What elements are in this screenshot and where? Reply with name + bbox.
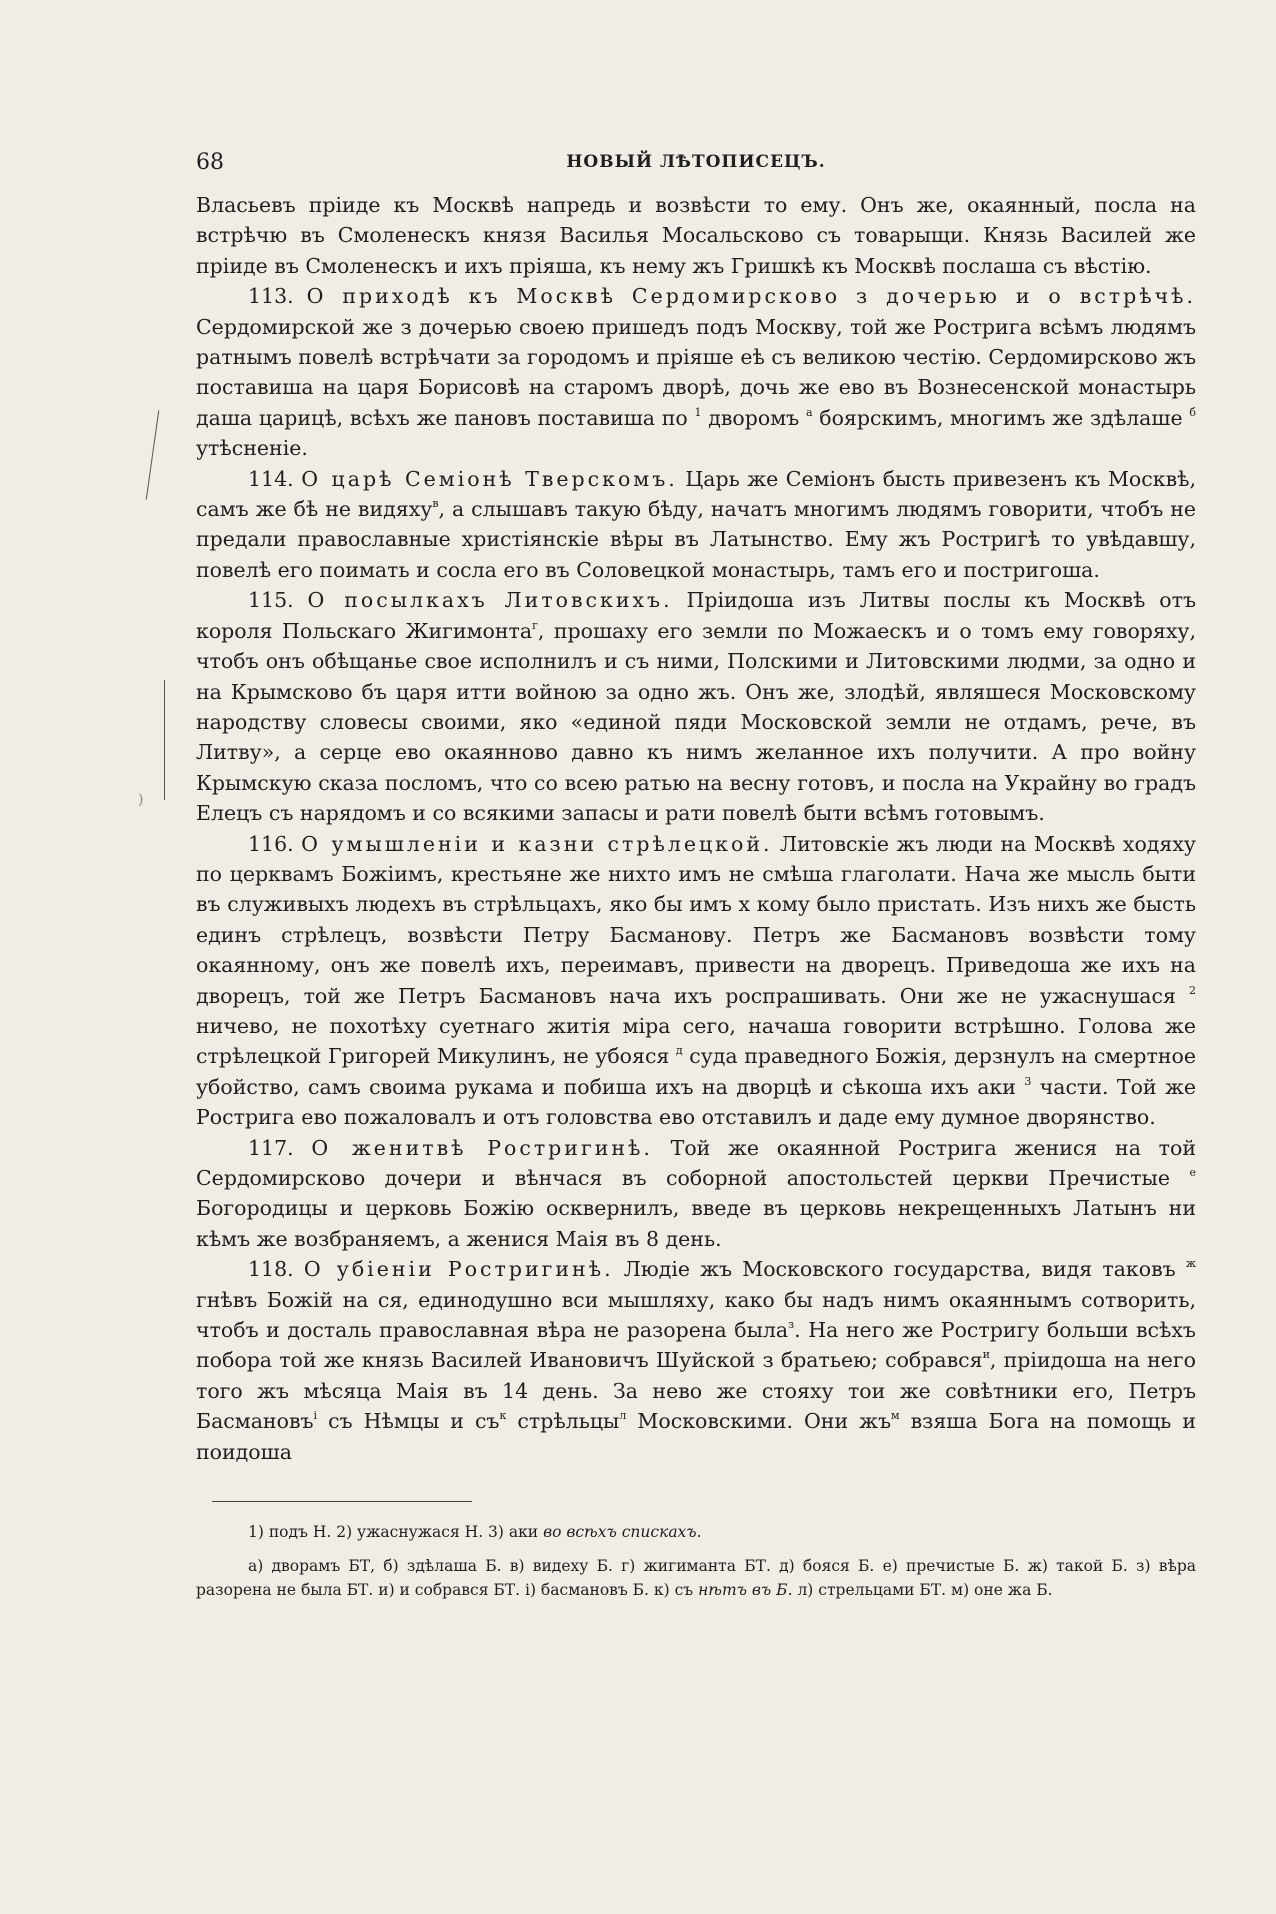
page-header [196,150,1196,190]
spacer [196,1544,1196,1554]
variant-ref: м [891,1409,900,1423]
variant-ref: ж [1185,1257,1196,1271]
variant-ref: б [1189,405,1196,419]
footnote-text: ж) такой Б. з) вѣра разорена не была БТ. и) и собрався БТ. і) басмановъ Б. к) съ [196,1557,1196,1600]
footnote-ref: 3 [1024,1074,1032,1088]
page-number: 68 [196,150,224,175]
section-number: 118. [248,1257,294,1282]
numbered-footnotes [196,1520,1196,1544]
text-run: , прошаху его земли по Можаескъ и о томъ ему говоряху, чтобъ онъ обѣщанье свое исполнилъ и съ ними, Полскими и Литовскими людми, за одно и на Крымсково бъ царя итти войною за одно жъ. Онъ же, злодѣй, являшеся Московскому народству словесы своими, яко «единой пяди Московской земли не отдамъ, рече, въ Литву», а серце ево окаянново давно къ нимъ желанное ихъ получити. А про войну Крымскую сказа посломъ, что со всею ратью на весну готовъ, и посла на Украйну во градъ Елецъ съ нарядомъ и со всякими запасы и рати повелѣ быти всѣмъ готовымъ. [196,618,1196,826]
footnote-text: 1) подъ Н. 2) ужаснужася Н. 3) аки [248,1523,539,1542]
margin-line-mark [146,410,160,499]
variant-ref: г [532,618,538,632]
text-run: ничево, не похотѣху суетнаго житія міра сего, начаша говорити встрѣшно. Голова же стрѣлецкой Григорей Микулинъ, не убояся [196,1013,1196,1069]
text-run: Людіе жъ Московского государства, видя таковъ [623,1257,1176,1282]
text-run: стрѣльцы [517,1409,620,1434]
text-run: , а слышавъ такую бѣду, начатъ многимъ людямъ говорити, чтобъ не предали православные христіянскіе вѣры въ Латынство. Ему жъ Ростригѣ то увѣдавшу, повелѣ его поимать и сосла его въ Соловецкой монастырь, тамъ его и постригоша. [196,497,1196,582]
paragraph-118 [196,1254,1196,1467]
footnote-italic: во всѣхъ спискахъ. [543,1523,702,1542]
document-page [196,150,1196,1602]
section-number: 116. [248,831,294,856]
footnote-ref: 2 [1189,983,1196,997]
variant-ref: і [313,1409,318,1423]
footnotes [196,1520,1196,1602]
variant-ref: а [805,405,813,419]
footnote-ref: 1 [694,405,702,419]
section-title: О умышленіи и казни стрѣлецкой. [301,831,773,856]
text-run: взяша Бога на помощь и поидоша [196,1409,1196,1464]
running-title: НОВЫЙ ЛѢТОПИСЕЦЪ. [566,152,826,172]
section-number: 115. [248,588,294,613]
text-run: , пріидоша на него того жъ мѣсяца Маія въ 14 день. За нево же стояху тои же совѣтники его, Петръ Басмановъ [196,1348,1196,1434]
text-run: Пріидоша изъ Литвы послы къ Москвѣ отъ короля Польскаго Жигимонта [196,588,1196,643]
section-title: О убіеніи Ростригинѣ. [303,1257,614,1282]
text-run: . На него же Ростригу больши всѣхъ побора той же князь Василей Ивановичъ Шуйской з братьею; собрався [196,1318,1196,1373]
footnote-text: а) дворамъ БТ, б) здѣлаша Б. в) видеху Б. г) жигиманта БТ. д) бояся Б. е) пречистые Б. [248,1557,1020,1576]
text-run: гнѣвъ Божій на ся, единодушно вси мышляху, како бы надъ нимъ окаяннымъ сотворить, чтобъ и досталь православная вѣра не разорена была [196,1287,1196,1343]
footnote-text: л) стрельцами БТ. м) оне жа Б. [797,1581,1053,1600]
text-run: утѣсненіе. [196,436,308,461]
paragraph-117 [196,1133,1196,1255]
text-run: съ Нѣмцы и съ [328,1409,500,1434]
variant-ref: к [499,1409,507,1423]
text-run: Сердомирской же з дочерью своею пришедъ подъ Москву, той же Ростригa всѣмъ людямъ ратнымъ повелѣ встрѣчати за городомъ и пріяше еѣ съ великою честію. Сердомирсково жъ поставиша на царя Борисовѣ на старомъ дворѣ, дочь же ево въ Вознесенской монастырь даша царицѣ, всѣхъ же пановъ поставиша по [196,314,1196,430]
variant-ref: л [619,1409,627,1423]
text-run: суда праведного Божія, дерзнулъ на смертное убойство, самъ своима рукама и побиша ихъ на дворцѣ и сѣкоша ихъ аки [196,1044,1196,1099]
section-number: 114. [248,466,294,491]
text-run: боярскимъ, многимъ же здѣлаше [819,405,1183,430]
text-run: дворомъ [708,405,800,430]
main-text [196,190,1196,1467]
footnote-divider [212,1501,472,1502]
footnote-italic: нѣтъ въ Б. [698,1581,793,1600]
variant-ref: в [432,497,439,511]
section-title: О посылкахъ Литовскихъ. [307,588,673,613]
section-title: О приходѣ къ Москвѣ Сердомирсково з дочерью и о встрѣчѣ. [306,284,1196,309]
paragraph-115 [196,585,1196,828]
variant-ref: и [982,1348,990,1362]
variant-ref: д [675,1044,683,1058]
text-run: Московскими. Они жъ [637,1409,892,1434]
footnote-ref: з [788,1318,795,1332]
paragraph-continuation: Власьевъ пріиде къ Москвѣ напредь и возвѣсти то ему. Онъ же, окаянный, посла на встрѣчю въ Смоленескъ князя Василья Мосальсково съ товарыщи. Князь Василей же пріиде въ Смоленескъ и ихъ пріяша, къ нему жъ Гришкѣ къ Москвѣ послаша съ вѣстію. [196,193,1196,278]
text-run: части. Той же Ростригa ево пожаловалъ и отъ головства ево отставилъ и даде ему думное дворянство. [196,1074,1196,1130]
section-number: 113. [248,284,294,309]
paragraph-114 [196,464,1196,586]
variant-footnotes [196,1554,1196,1602]
section-title: О царѣ Семіонѣ Тверскомъ. [301,466,678,491]
text-run: Литовскіе жъ люди на Москвѣ ходяху по церквамъ Божіимъ, крестьяне же нихто имъ не смѣша глаголати. Нача же мысль быти въ служивыхъ людехъ въ стрѣльцахъ, яко бы имъ х кому было пристать. Изъ нихъ же бысть единъ стрѣлецъ, возвѣсти Петру Басманову. Петръ же Басмановъ возвѣсти тому окаянному, онъ же повелѣ ихъ, переимавъ, привести на дворецъ. Приведоша же ихъ на дворецъ, той же Петръ Басмановъ нача ихъ роспрашивать. Они же не ужаснушася [196,831,1196,1008]
margin-line-mark [164,680,165,800]
variant-ref: е [1189,1166,1196,1179]
text-run: Той же окаянной Ростригa женися на той Сердомирсково дочери и вѣнчася въ соборной апостольстей церкви Пречистые [196,1135,1196,1190]
paragraph-116 [196,829,1196,1133]
section-number: 117. [248,1135,294,1160]
text-run: Царь же Семіонъ бысть привезенъ къ Москвѣ, самъ же бѣ не видяху [196,466,1196,522]
margin-pencil-note: ) [138,792,144,808]
text-run: Богородицы и церковь Божію осквернилъ, введе въ церковь некрещенныхъ Латынъ ни кѣмъ же возбраняемъ, а женися Маія въ 8 день. [196,1196,1196,1251]
section-title: О женитвѣ Ростригинѣ. [311,1135,653,1160]
paragraph-113 [196,281,1196,463]
